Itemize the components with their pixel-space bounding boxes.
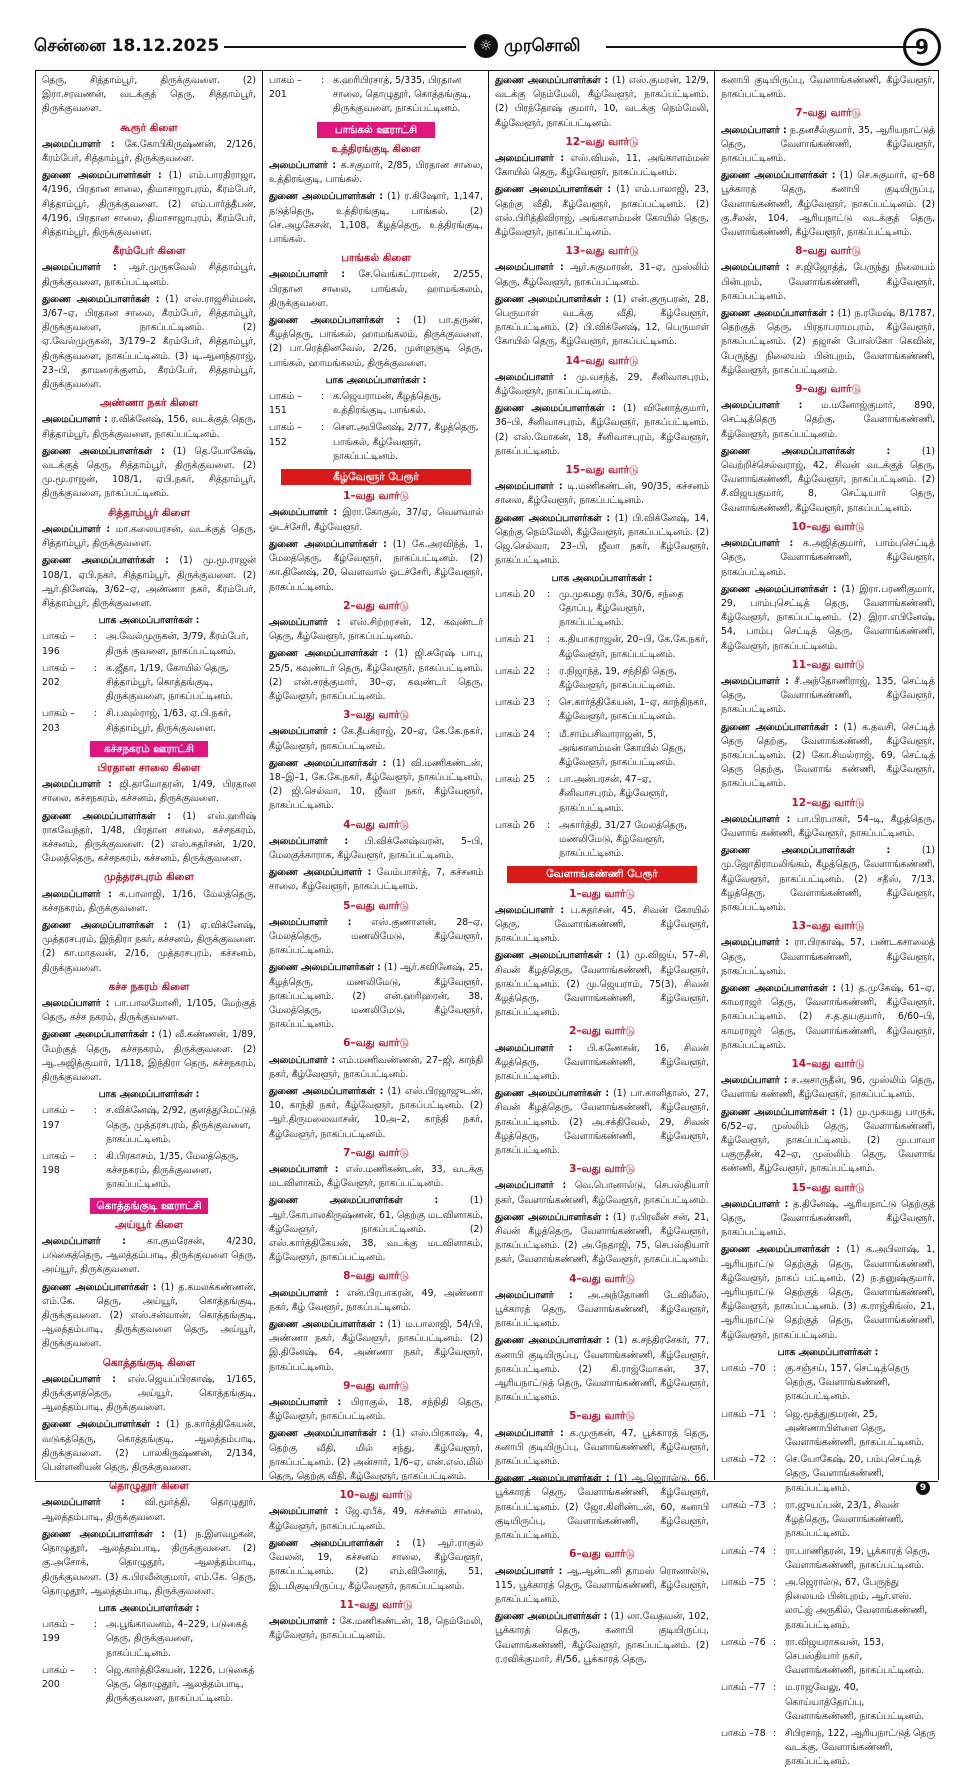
- booth-entry: [495, 728, 709, 771]
- section-heading: சித்தாம்பூர் கிளை: [108, 506, 190, 519]
- booth-organizer: ரா.ஜுயப்பன், 23/1, சிவன் கீழத்தெரு, வேளாங்கண்ணி, நாகப்பட்டினம்.: [785, 1499, 904, 1540]
- booth-entry: [721, 1576, 935, 1633]
- organizer-paragraph: துணை அமைப்பாளர்கள் : (1) மு.ஜோதிராமலிங்கம், கீழத்தெரு, வேளாங்கண்ணி, கீழ்வேளூர், நாகப்பட்டினம். (2) சதீஸ், 7/13, கீழத்தெரு, வேளாங்கண்ணி, கீழ்வேளூர், நாகப்பட்டினம்.: [721, 845, 935, 913]
- section-heading: பிரதான சாலை கிளை: [97, 761, 201, 774]
- separator: :: [94, 708, 98, 720]
- organizer-paragraph: அமைப்பாளர் : ஜி.தாமோதரன், 1/49, பிரதான சாலை, கச்சநகரம், கச்சனம், திருக்குவளை.: [42, 779, 257, 805]
- organizer-paragraph: அமைப்பாளர் : எஸ்.ஜெயப்பிரகாஷ், 1/165, திருக்குளத்தெரு, அய்யூர், கொத்தங்குடி, ஆலத்தம்பாடி, திருக்குவளை.: [42, 1373, 256, 1414]
- organizer-paragraph: அமைப்பாளர் : ச.ஜிஜோத்த், பேருந்து நிலையம் பின்புறம், வேளாங்கண்ணி, கீழ்வேளூர், நாகப்பட்டினம்.: [721, 262, 935, 302]
- section-heading: அண்ணா நகர் கிளை: [99, 397, 199, 410]
- organizer-paragraph: துணை அமைப்பாளர்கள் : (1) ஏ.விக்னேஷ், முத்தரசபுரம், இந்திரா நகர், கச்சனம், திருக்குவளை. (2) கா.மாதவன், 2/16, முத்தரசபுரம், கச்சனம், திருக்குவளை.: [42, 919, 256, 974]
- booth-number: பாகம் – 198: [42, 1151, 75, 1177]
- organizer-paragraph: அமைப்பாளர் : எம்.மணிவண்ணன், 27–ஜி, காந்தி நகர், கீழ்வேளூர், நாகப்பட்டினம்.: [269, 1054, 483, 1080]
- article-column-3: [495, 74, 710, 1665]
- organizer-paragraph: அமைப்பாளர் : சீ.அந்தோணிராஜ், 135, செட்டித் தெரு, வேளாங்கண்ணி, கீழ்வேளூர், நாகப்பட்டினம்.: [721, 675, 935, 716]
- booth-number: பாகம் – 196: [42, 631, 75, 657]
- section-heading: கொத்தங்குடி கிளை: [102, 1356, 196, 1369]
- organizer-paragraph: துணை அமைப்பாளர்கள் : (1) எஸ்.குமரன், 12/9, வடக்கு நெம்மேலி, கீழ்வேளூர், நாகப்பட்டினம். (2) பிரந்தோஷ் குமார், 10, வடக்கு நெம்மேலி, கீழ்வேளூர், நாகப்பட்டினம்.: [495, 75, 709, 129]
- booth-organizer: சி.பவுல்ராஜ், 1/63, ஏ.பி.நகர், சித்தாம்பூர், திருக்குவளை.: [106, 708, 232, 734]
- booth-entry: [721, 1681, 935, 1724]
- organizer-paragraph: அமைப்பாளர் : ஜே.ஏபீக், 49, கச்சனம் சாலை, கீழ்வேளூர், நாகப்பட்டினம்.: [269, 1506, 483, 1532]
- organizer-paragraph: அமைப்பாளர் : பா.பிரபாகர், 54–டி, கீழத்தெரு, வேளாங் கண்ணி, கீழ்வேளூர், நாகப்பட்டினம்.: [721, 813, 935, 839]
- booth-organizer: க.ஜெயராமன், கீழத்தெரு, உத்திரங்குடி, பாங்கல்.: [333, 391, 442, 417]
- separator: :: [773, 1408, 777, 1420]
- organizer-paragraph: அமைப்பாளர் : க.அஜித்குமார், பாம்புசெட்டித் தெரு, வேளாங்கண்ணி, கீழ்வேளூர், நாகப்பட்டினம்.: [721, 538, 935, 578]
- organizer-paragraph: அமைப்பாளர் : பி.விக்னேஷ்வரன், 5–பி, மேலகுக்காராக, கீழ்வேளூர், நாகப்பட்டினம்.: [269, 835, 483, 861]
- booth-entry: [42, 630, 256, 658]
- subheading: பாக அமைப்பாளர்கள் :: [98, 1602, 200, 1614]
- column-rule: [262, 70, 263, 1480]
- organizer-paragraph: துணை அமைப்பாளர்கள் : (1) மு.முகமது பாருக், 6/52–ஏ, முஸ்லிம் தெரு, வேளாங்கண்ணி, கீழ்வேளூர், நாகப்பட்டினம். (2) மு.பாவா பகுருதீன், 42–ஏ, முஸ்லிம் தெரு, வேளாங் கண்ணி, கீழ்வேளூர், நாகப்பட்டினம்.: [721, 1106, 935, 1175]
- booth-organizer: அ.ஜெரால்டு, 67, பேருந்து நிலையம் பின்புறம், ஆர்.எஸ். லாட்ஜ் அருகில், வேளாங்கண்ணி, நாகப்பட்டினம்.: [785, 1576, 928, 1631]
- booth-entry: [721, 1636, 935, 1679]
- booth-entry: [269, 390, 483, 418]
- organizer-paragraph: அமைப்பாளர் : பா.பாலமோனி, 1/105, மேற்குத் தெரு, கச்ச நகரம், திருக்குவளை.: [42, 997, 256, 1024]
- booth-entry: [42, 1104, 256, 1147]
- section-heading: 14–வது வார்டு: [565, 354, 639, 367]
- organizer-paragraph: துணை அமைப்பாளர்கள் : (1) ஆ.ஜெரால்டு, 66, பூக்காரத் தெரு, வேளாங்கண்ணி, கீழ்வேளூர், நாகப்பட்டினம். (2) ஜோ.கிளிண்டன், 60, கனாபி குடியிருப்பு, வேளாங்கண்ணி, கீழ்வேளூர், நாகப்பட்டினம்.: [495, 1473, 709, 1542]
- section-heading: 2–வது வார்டு: [343, 599, 409, 612]
- organizer-paragraph: அமைப்பாளர் : அ.அந்தோணி டேவிலீஸ், பூக்காரத் தெரு, வேளாங்கண்ணி, கீழ்வேளூர், நாகப்பட்டினம்.: [495, 1289, 709, 1330]
- organizer-paragraph: அமைப்பாளர் : வி.மூர்த்தி, தொழுதூர், ஆலத்தம்பாடி, திருக்குவளை.: [42, 1497, 256, 1523]
- booth-entry: [42, 1150, 256, 1193]
- booth-entry: [269, 74, 483, 117]
- organizer-paragraph: அமைப்பாளர் : பிராகுல், 18, சந்நிதி தெரு, கீழ்வேளூர், நாகப்பட்டினம்.: [269, 1397, 483, 1423]
- subheading: பாக அமைப்பாளர்கள் :: [325, 374, 427, 386]
- organizer-paragraph: துணை அமைப்பாளர்கள் : (1) ந.இளவழகன், தொழுதூர், ஆலத்தம்பாடி, திருக்குவளை. (2) கு.அசோக், தொழுதூர், ஆலத்தம்பாடி, திருக்குவளை. (3) க.பிரவீன்குமார், எம்.கே. தெரு, தொழுதூர், ஆலத்தம்பாடி, திருக்குவளை.: [42, 1528, 256, 1597]
- booth-number: பாகம் –75: [721, 1576, 766, 1588]
- section-heading: 7–வது வார்டு: [795, 107, 861, 120]
- section-heading: 9–வது வார்டு: [795, 383, 861, 396]
- organizer-paragraph: அமைப்பாளர் : ப.சுதர்சன், 45, சிவன் கோயில் தெரு, வேளாங்கண்ணி, கீழ்வேளூர், நாகப்பட்டினம்.: [495, 904, 709, 945]
- booth-organizer: ரா.விஜயராகவன், 153, செபஸ்தியார் நகர், வேளாங்கண்ணி, நாகப்பட்டினம்.: [785, 1636, 925, 1677]
- booth-number: பாகம் – 201: [269, 75, 302, 101]
- booth-entry: [42, 707, 256, 735]
- booth-number: பாகம் –74: [721, 1545, 766, 1557]
- booth-number: பாகம் –76: [721, 1636, 766, 1648]
- section-heading: 13–வது வார்டு: [565, 245, 639, 258]
- edition-date: சென்னை 18.12.2025: [34, 36, 220, 56]
- organizer-paragraph: துணை அமைப்பாளர்கள் : (1) வினோத்குமார், 36–பி, சீனிவாசபுரம், கீழ்வேளூர், நாகப்பட்டினம். (2) எஸ்.மோகன், 18, சீனிவாசபுரம், கீழ்வேளூர், நாகப்பட்டினம்.: [495, 403, 709, 457]
- separator: :: [773, 1454, 777, 1466]
- booth-organizer: ரா.பாணிதரன், 19, பூக்காரத் தெரு, வேளாங்கண்ணி, நாகப்பட்டினம்.: [785, 1545, 931, 1571]
- section-heading: முத்தரசபுரம் கிளை: [104, 871, 194, 884]
- article-column-2: [269, 74, 483, 1642]
- column-rule: [488, 70, 489, 1480]
- booth-entry: [721, 1453, 935, 1496]
- organizer-paragraph: துணை அமைப்பாளர்கள் : (1) எம்.பாலாஜி, 23, தெற்கு வீதி, கீழ்வேளூர், நாகப்பட்டினம். (2) எஸ்.பிரித்திவிராஜ், அங்காளம்மன் கோயில் தெரு, கீழ்வேளூர், நாகப்பட்டினம்.: [495, 184, 709, 239]
- footer-page-number: 9: [916, 1481, 930, 1495]
- booth-organizer: செ.யோகேஷ், 20, பம்புசெட்டித் தெரு, வேளாங்கண்ணி, நாகப்பட்டினம்.: [785, 1454, 921, 1494]
- organizer-paragraph: துணை அமைப்பாளர்கள் : (1) ஆர்.கவினேஷ், 25, கீழத்தெரு, மணலிமேடு, கீழ்வேளூர், நாகப்பட்டினம். (2) என்.ஹரிஹரன், 38, மேலத்தெரு, மணலிமேடு, கீழ்வேளூர், நாகப்பட்டினம்.: [269, 962, 483, 1031]
- separator: :: [547, 697, 551, 709]
- organizer-paragraph: அமைப்பாளர் : கே.கோபிகிருஷ்ணன், 2/126, கீரம்பேர், சித்தாம்பூர், திருக்குவளை.: [42, 138, 256, 165]
- masthead-rule-left: [224, 46, 466, 48]
- section-heading: 3–வது வார்டு: [569, 1163, 635, 1176]
- separator: :: [321, 75, 325, 86]
- booth-number: பாகம் –71: [721, 1408, 766, 1420]
- organizer-paragraph: துணை அமைப்பாளர்கள் : (1) கே.அரவிந்த், 1, மேலத்தெரு, கீழ்வேளூர், நாகப்பட்டினம். (2) கா.தினேஷ், 20, வௌவால் ஓடச்சேரி, கீழ்வேளூர், நாகப்பட்டினம்.: [269, 538, 483, 593]
- organizer-paragraph: அமைப்பாளர் : ஆ.ஆன்டனி தாமஸ் ரொனால்டு, 115, பூக்காரத் தெரு, வேளாங்கண்ணி, கீழ்வேளூர், நாகப்பட்டினம்.: [495, 1565, 709, 1605]
- booth-organizer: ஜெ.கார்த்திகேயன், 1226, படுகைத் தெரு, தொழுதூர், ஆலத்தம்பாடி, திருக்குவளை, நாகப்பட்டினம்.: [106, 1664, 255, 1705]
- organizer-paragraph: அமைப்பாளர் : பி.கணேசன், 16, சிவன் கீழத்தெரு, வேளாங்கண்ணி, கீழ்வேளூர், நாகப்பட்டினம்.: [495, 1042, 709, 1082]
- organizer-paragraph: துணை அமைப்பாளர்கள் : (1) ஜி.சுரேஷ் பாபு, 25/5, கவுண்டர் தெரு, கீழ்வேளூர், நாகப்பட்டினம். (2) என்.சரத்குமார், 30–ஏ, கவுண்டர் தெரு, கீழ்வேளூர், நாகப்பட்டினம்.: [269, 648, 483, 702]
- booth-number: பாகம் – 151: [269, 391, 302, 417]
- booth-number: பாகம் – 199: [42, 1619, 75, 1645]
- organizer-paragraph: துணை அமைப்பாளர்கள் : (1) வீ.கண்ணன், 1/89, மேற்குத் தெரு, கச்சநகரம், திருக்குவளை. (2) ஆ.அஜித்குமார், 1/118, இந்திரா தெரு, கச்சநகரம், திருக்குவளை.: [42, 1029, 256, 1083]
- booth-number: பாகம் – 197: [42, 1105, 75, 1131]
- separator: :: [94, 662, 98, 674]
- organizer-paragraph: துணை அமைப்பாளர்கள் : (1) ஆர்.ராகுல் வேலன், 19, கச்சனம் சாலை, கீழ்வேளூர், நாகப்பட்டினம். (2) எம்.வினோத், 51, இடமிகுடியிருப்பு, கீழ்வேளூர், நாகப்பட்டினம்.: [269, 1537, 483, 1592]
- organizer-paragraph: அமைப்பாளர் : க.பாலாஜி, 1/16, மேலத்தெரு, கச்சநகரம், திருக்குவளை.: [42, 888, 256, 914]
- subheading: பாக அமைப்பாளர்கள் :: [551, 572, 653, 584]
- section-heading: பாங்கல் கிளை: [341, 252, 411, 265]
- booth-organizer: ம.ராஜவேலு, 40, கொய்யாத்தோப்பு, வேளாங்கண்ணி, நாகப்பட்டினம்.: [785, 1682, 925, 1722]
- separator: :: [547, 665, 551, 677]
- booth-entry: [721, 1362, 935, 1405]
- separator: :: [321, 391, 325, 403]
- separator: :: [94, 1619, 98, 1631]
- masthead: [34, 30, 939, 64]
- booth-number: பாகம் 20: [495, 588, 535, 600]
- booth-organizer: பா.அன்பரசன், 47–ஏ, சீனிவாசபுரம், கீழ்வேளூர், நாகப்பட்டினம்.: [559, 774, 668, 814]
- section-heading: 10–வது வார்டு: [791, 520, 865, 533]
- booth-entry: [42, 662, 256, 705]
- separator: :: [94, 1664, 98, 1676]
- separator: :: [94, 1151, 98, 1163]
- organizer-paragraph: அமைப்பாளர் : க.முருகன், 47, பூக்காரத் தெரு, கனாபி குடியிருப்பு, வேளாங்கண்ணி, கீழ்வேளூர், நாகப்பட்டினம்.: [495, 1427, 709, 1468]
- organizer-paragraph: அமைப்பாளர் : கா.குமரேசன், 4/230, படுகைத்தெரு, ஆலத்தம்பாடி, திருக்குவளை தெரு, அய்யூர், திருக்குவளை.: [42, 1236, 256, 1276]
- section-heading: 11–வது வார்டு: [339, 1598, 413, 1611]
- organizer-paragraph: கனாபி குடியிருப்பு, வேளாங்கண்ணி, கீழ்வேளூர், நாகப்பட்டினம்.: [721, 75, 935, 101]
- section-heading: 11–வது வார்டு: [791, 658, 865, 671]
- organizer-paragraph: அமைப்பாளர் : கே.மணிகண்டன், 18, நெம்மேலி, கீழ்வேளூர், நாகப்பட்டினம்.: [269, 1615, 483, 1642]
- booth-organizer: அ.பூங்காவனம், 4–229, படுகைத் தெரு, திருக்குவளை, நாகப்பட்டினம்.: [106, 1619, 248, 1659]
- organizer-paragraph: துணை அமைப்பாளர்கள் : (1) பா.காளிதாஸ், 27, சிவன் கீழத்தெரு, வேளாங்கண்ணி, கீழ்வேளூர், நாகப்பட்டினம். (2) அ.சக்திவேல், 29, சிவன் கீழத்தெரு, வேளாங்கண்ணி, கீழ்வேளூர், நாகப்பட்டினம்.: [495, 1088, 709, 1157]
- separator: :: [547, 634, 551, 646]
- booth-entry: [721, 1545, 935, 1573]
- organizer-paragraph: துணை அமைப்பாளர்கள் : (1) எஸ்.ஹரிஷ் ராகவேந்தர், 1/48, பிரதான சாலை, கச்சநகரம், கச்சனம், திருக்குவளை. (2) எஸ்.சுதர்சன், 1/20, மேலத்தெரு, கச்சநகரம், கச்சனம், திருக்குவளை.: [42, 810, 256, 865]
- booth-organizer: மீ.சாம்பசிவாராஜன், 5, அங்காளம்மன் கோயில் தெரு, கீழ்வேளூர், நாகப்பட்டினம்.: [559, 728, 687, 768]
- section-heading: தொழுதூர் கிளை: [109, 1480, 189, 1493]
- organizer-paragraph: அமைப்பாளர் : சே.வெங்கட்ராமன், 2/255, பிரதான சாலை, பாங்கல், ஹாமங்கலம், திருக்குவளை.: [269, 269, 483, 309]
- booth-organizer: க.ஜீதா, 1/19, கோயில் தெரு, சித்தாம்பூர், கொத்தங்குடி, திருக்குவளை, நாகப்பட்டினம்.: [106, 662, 234, 703]
- organizer-paragraph: அமைப்பாளர் : எஸ்.விமல், 11, அங்காளம்மன் கோயில் தெரு, கீழ்வேளூர், நாகப்பட்டினம்.: [495, 153, 709, 179]
- section-heading: உத்திரங்குடி கிளை: [331, 142, 421, 155]
- booth-entry: [495, 665, 709, 693]
- organizer-paragraph: துணை அமைப்பாளர்கள் : (1) என்.குருபரன், 28, பெருமாள் வடக்கு வீதி, கீழ்வேளூர், நாகப்பட்டினம். (2) பி.விக்னேஷ், 12, பெருமாள் கோயில் தெரு, கீழ்வேளூர், நாகப்பட்டினம்.: [495, 293, 709, 348]
- organizer-paragraph: துணை அமைப்பாளர்கள் : (1) மு.மூ.ராஜன் 108/1, ஏபி.நகர், சித்தாம்பூர், திருக்குவளை. (2) ஆர்.தினேஷ், 3/62–ஏ, அண்ணா நகர், கீரம்பேர், சித்தாம்பூர், திருக்குவளை.: [42, 555, 256, 609]
- organizer-paragraph: அமைப்பாளர் : ம.மனோஜ்குமார், 890, செட்டித்தெரு தெற்கு, வேளாங்கண்ணி, கீழ்வேளூர், நாகப்பட்டினம்.: [721, 400, 935, 440]
- booth-number: பாகம் 22: [495, 665, 535, 677]
- booth-organizer: சௌ.அபினேஷ், 2/77, கீழத்தெரு, பாங்கல், கீழ்வேளூர், நாகப்பட்டினம்.: [333, 422, 479, 462]
- section-heading: 4–வது வார்டு: [569, 1272, 635, 1285]
- organizer-paragraph: துணை அமைப்பாளர்கள் : (1) எஸ்.பிரஜாஜுடன், 10, காந்தி நகர், கீழ்வேளூர், நாகப்பட்டினம். (2) ஆர்.திருமலைவாசன், 10அ–2, காந்தி நகர், கீழ்வேளூர், நாகப்பட்டினம்.: [269, 1086, 483, 1140]
- separator: :: [773, 1545, 777, 1557]
- organizer-paragraph: துணை அமைப்பாளர்கள் : (1) இரா.பரணிகுமார், 29, பாம்புசெட்டித் தெரு, வேளாங்கண்ணி, கீழ்வேளூர், நாகப்பட்டினம். (2) இரா.எபினேஷ், 54, பாம்பு செட்டித் தெரு, வேளாங்கண்ணி, கீழ்வேளூர், நாகப்பட்டினம்.: [721, 583, 935, 652]
- booth-entry: [721, 1727, 935, 1770]
- separator: :: [773, 1576, 777, 1588]
- organizer-paragraph: துணை அமைப்பாளர்கள் : (1) ஆர்.கோபாலகிருஷ்ணன், 61, தெற்கு மடவிளாகம், கீழ்வேளூர், நாகப்பட்டினம். (2) எஸ்.கார்த்திகேயன், 38, வடக்கு மடவிளாகம், கீழ்வேளூர், நாகப்பட்டினம்.: [269, 1195, 483, 1264]
- organizer-paragraph: துணை அமைப்பாளர்கள் : (1) ம.பாலாஜி, 54/பி, அண்ணா நகர், கீழ்வேளூர், நாகப்பட்டினம். (2) இ.தினேஷ், 64, அண்ணா நகர், கீழ்வேளூர், நாகப்பட்டினம்.: [269, 1319, 483, 1373]
- organizer-paragraph: அமைப்பாளர் : டி.மணிகண்டன், 90/35, கச்சனம் சாலை, கீழ்வேளூர், நாகப்பட்டினம்.: [495, 481, 709, 507]
- organizer-paragraph: தெரு, சித்தாம்பூர், திருக்குவளை. (2) இரா.சரவணன், வடக்குத் தெரு, சித்தாம்பூர், திருக்குவளை.: [42, 75, 256, 115]
- separator: :: [321, 422, 325, 434]
- section-heading: 1–வது வார்டு: [343, 490, 409, 503]
- booth-number: பாகம் – 202: [42, 662, 75, 688]
- booth-number: பாகம் – 200: [42, 1664, 75, 1690]
- booth-number: பாகம் –77: [721, 1682, 766, 1694]
- booth-organizer: கு.சஞ்சய், 157, செட்டித்தெரு தெற்கு, வேளாங்கண்ணி, நாகப்பட்டினம்.: [785, 1363, 910, 1403]
- booth-entry: [721, 1499, 935, 1542]
- section-heading: 4–வது வார்டு: [343, 818, 409, 831]
- section-heading: கீரம்பேர் கிளை: [112, 245, 186, 258]
- section-heading: 12–வது வார்டு: [791, 796, 865, 809]
- masthead-rule-right: [606, 46, 926, 48]
- section-heading: 8–வது வார்டு: [795, 245, 861, 258]
- subheading: பாக அமைப்பாளர்கள் :: [98, 615, 200, 627]
- booth-number: பாகம் – 203: [42, 708, 75, 734]
- booth-number: பாகம் –70: [721, 1363, 766, 1375]
- organizer-paragraph: துணை அமைப்பாளர்கள் : (1) செ.சுகுமார், ஏ–68 பூக்காரத் தெரு, கனாபி குடியிருப்பு, வேளாங்கண்ணி, கீழ்வேளூர், நாகப்பட்டினம். (2) கு.சீலன், 104, ஆரியநாட்டு வடக்குத் தெரு, வேளாங்கண்ணி, கீழ்வேளூர், நாகப்பட்டினம்.: [721, 170, 935, 239]
- section-heading: 15–வது வார்டு: [565, 464, 639, 477]
- article-column-4: [721, 74, 936, 1768]
- organizer-paragraph: அமைப்பாளர் : மா.கலையரசன், வடக்குத் தெரு, சித்தாம்பூர், திருக்குவளை.: [42, 523, 256, 550]
- section-heading: 3–வது வார்டு: [343, 709, 409, 722]
- newspaper-logo-icon: ☼: [474, 34, 498, 58]
- separator: :: [773, 1727, 777, 1739]
- booth-organizer: ஜெ.மூத்துகுமரன், 25, அண்ணாபிள்ளை தெரு, வேளாங்கண்ணி, நாகப்பட்டினம்.: [785, 1408, 925, 1449]
- organizer-paragraph: அமைப்பாளர் : த.தினேஷ், ஆரியநாட்டு தெற்குத் தெரு, வேளாங்கண்ணி, கீழ்வேளூர், நாகப்பட்டினம்.: [721, 1198, 935, 1239]
- organizer-paragraph: துணை அமைப்பாளர்கள் : (1) க.சந்திரசேகர், 77, கனாபி குடியிருப்பு, வேளாங்கண்ணி, கீழ்வேளூர், நாகப்பட்டினம். (2) கி.ராஜ்மோகன், 37, ஆரியநாட்டுத் தெரு, வேளாங்கண்ணி, கீழ்வேளூர், நாகப்பட்டினம்.: [495, 1335, 709, 1404]
- section-heading: 6–வது வார்டு: [569, 1548, 635, 1561]
- separator: :: [94, 631, 98, 643]
- section-heading: அய்யூர் கிளை: [114, 1218, 184, 1231]
- organizer-paragraph: துணை அமைப்பாளர்கள் : (1) வெற்றிச்செல்வராஜ், 42, சிவன் வடக்குத் தெரு, வேளாங்கண்ணி, கீழ்வேளூர், நாகப்பட்டினம். (2) சீ.விஜயகுமார், 8, செட்டியார் தெரு, வேளாங்கண்ணி, கீழ்வேளூர், நாகப்பட்டினம்.: [721, 445, 935, 514]
- column-rule: [35, 70, 36, 1480]
- organizer-paragraph: அமைப்பாளர் : க.சகுமார், 2/85, பிரதான சாலை, உத்திரங்குடி, பாங்கல்.: [269, 160, 483, 186]
- separator: :: [547, 774, 551, 786]
- organizer-paragraph: துணை அமைப்பாளர்கள் : (1) வி.மணிகண்டன், 18–இ–1, கே.கே.நகர், கீழ்வேளூர், நாகப்பட்டினம். (2) ஜி.செல்வா, 10, ஜீவா நகர், கீழ்வேளூர், நாகப்பட்டினம்.: [269, 757, 483, 812]
- organizer-paragraph: துணை அமைப்பாளர்கள் : (1) ந.ரமேஷ், 8/1787, தெற்குத் தெரு, பிரதாபராமபுரம், கீழ்வேளூர், நாகப்பட்டினம். (2) தஜான் போஸ்கோ கெவின், பேருந்து நிலையம் பின்புறம், வேளாங்கண்ணி, கீழ்வேளூர், நாகப்பட்டினம்.: [721, 308, 935, 376]
- separator: :: [547, 588, 551, 600]
- section-heading: 5–வது வார்டு: [343, 899, 409, 912]
- newspaper-name: முரசொலி: [504, 36, 581, 56]
- section-heading: 12–வது வார்டு: [565, 135, 639, 148]
- organizer-paragraph: துணை அமைப்பாளர்கள் : (1) லா.வேதவன், 102, பூக்காரத் தெரு, கனாபி குடியிருப்பு, வேளாங்கண்ணி, கீழ்வேளூர், நாகப்பட்டினம். (2) ர.ரவிக்குமார், சி/56, பூக்காரத் தெரு,: [495, 1611, 709, 1665]
- organizer-paragraph: அமைப்பாளர் : ச.அசாருதீன், 96, முஸ்லிம் தெரு, வேளாங் கண்ணி, கீழ்வேளூர், நாகப்பட்டினம்.: [721, 1075, 936, 1101]
- region-banner: கீழ்வேளூர் பேரூர்: [281, 469, 471, 485]
- booth-entry: [495, 633, 709, 661]
- separator: :: [547, 728, 551, 740]
- organizer-paragraph: துணை அமைப்பாளர்கள் : (1) ர.பிரவீன் சன், 21, சிவன் கீழத்தெரு, வேளாங்கண்ணி, கீழ்வேளூர், நாகப்பட்டினம். (2) அ.நேதாஜி, 75, செபஸ்தியார் நகர், வேளாங்கண்ணி, கீழ்வேளூர், நாகப்பட்டினம்.: [495, 1211, 709, 1266]
- region-banner: கொத்தங்குடி ஊராட்சி: [90, 1198, 208, 1214]
- booth-entry: [495, 819, 709, 862]
- booth-number: பாகம் – 152: [269, 422, 302, 448]
- section-heading: 9–வது வார்டு: [343, 1379, 409, 1392]
- organizer-paragraph: துணை அமைப்பாளர்கள் : (1) க.தவசி, செட்டித் தெரு தெற்கு, வேளாங்கண்ணி, கீழ்வேளூர், நாகப்பட்டினம். (2) கோ.சிமல்ராஜ், 69, செட்டித் தெரு தெற்கு, வேளாங் கண்ணி, கீழ்வேளூர், நாகப்பட்டினம்.: [721, 721, 935, 790]
- booth-number: பாகம் –72: [721, 1454, 766, 1466]
- booth-entry: [495, 696, 709, 724]
- section-heading: கூரூர் கிளை: [120, 121, 178, 134]
- subheading: பாக அமைப்பாளர்கள் :: [777, 1346, 879, 1358]
- region-banner: வேளாங்கண்ணி பேரூர்: [507, 866, 697, 882]
- booth-organizer: க.ஹரிபிரசாத், 5/335, பிரதான சாலை, தொழுதூர், கொத்தங்குடி, திருக்குவளை, நாகப்பட்டினம்.: [333, 75, 471, 115]
- region-banner: பாங்கல் ஊராட்சி: [317, 122, 435, 138]
- subheading: பாக அமைப்பாளர்கள் :: [98, 1089, 200, 1101]
- booth-number: பாகம் 24: [495, 728, 535, 740]
- organizer-paragraph: துணை அமைப்பாளர்கள் : (1) த.கமலக்கண்ணன், எம்.கே. தெரு, அய்யூர், கொத்தங்குடி, திருக்குவளை. (2) எஸ்.சன்வான், கொத்தங்குடி, ஆலத்தம்பாடி, திருக்குவளை தெரு, அய்யூர், திருக்குவளை.: [42, 1281, 256, 1350]
- column-rule: [714, 70, 715, 1480]
- section-heading: 1–வது வார்டு: [569, 887, 635, 900]
- organizer-paragraph: அமைப்பாளர் : வெ.பொனால்டு, செபஸ்தியார் நகர், வேளாங்கண்ணி, கீழ்வேளூர், நாகப்பட்டினம்.: [495, 1180, 709, 1206]
- article-column-1: [42, 74, 257, 1705]
- organizer-paragraph: அமைப்பாளர் : ரா.பிரகாஷ், 57, பண்டகசாலைத் தெரு, வேளாங்கண்ணி, கீழ்வேளூர், நாகப்பட்டினம்.: [721, 937, 935, 977]
- booth-organizer: செ.கார்த்திகேயன், 1–ஏ, காந்திநகர், கீழ்வேளூர், நாகப்பட்டினம்.: [559, 697, 707, 723]
- booth-organizer: ச.விக்னேஷ், 2/92, குளத்துமேட்டுத் தெரு, முத்தரசபுரம், திருக்குவளை, நாகப்பட்டினம்.: [106, 1105, 256, 1145]
- organizer-paragraph: துணை அமைப்பாளர்கள் : (1) எஸ்.பிரகாஷ், 4, தெற்கு வீதி, மில் சந்து, கீழ்வேளூர், நாகப்பட்டினம். (2) அன்சார், 1/6–ஏ, என்.எஸ்.மில் தெரு, தெற்கு வீதி, கீழ்வேளூர், நாகப்பட்டினம்.: [269, 1428, 483, 1483]
- booth-entry: [495, 773, 709, 816]
- organizer-paragraph: துணை அமைப்பாளர்கள் : (1) க.அபிலாஷ், 1, ஆரியநாட்டு தெற்குத் தெரு, வேளாங்கண்ணி, கீழ்வேளூர், நாகப் பட்டினம். (2) ந.தனுஷ்குமார், ஆரியநாட்டு தெற்குத் தெரு, வேளாங்கண்ணி, கீழ்வேளூர், நாகப்பட்டினம். (3) க.ராஜ்கிங்ஸ், 21, ஆரியநாட்டு தெற்குத் தெரு, வேளாங்கண்ணி, கீழ்வேளூர், நாகப்பட்டினம்.: [721, 1244, 935, 1341]
- separator: :: [773, 1363, 777, 1375]
- section-heading: 14–வது வார்டு: [791, 1058, 865, 1070]
- organizer-paragraph: அமைப்பாளர் : ந.தனசீல்குமார், 35, ஆரியநாட்டுத் தெரு, வேளாங்கண்ணி, கீழ்வேளூர், நாகப்பட்டினம்.: [721, 124, 935, 165]
- organizer-paragraph: துணை அமைப்பாளர்கள் : (1) தெ.யோகேஷ், வடக்குத் தெரு, சித்தாம்பூர், திருக்குவளை. (2) மு.மூ.ராஜன், 108/1, ஏபி.நகர், சித்தாம்பூர், திருக்குவளை, நாகப்பட்டினம்.: [42, 445, 256, 500]
- organizer-paragraph: துணை அமைப்பாளர்கள் : (1) எம்.பாரதிராஜா, 4/196, பிரதான சாலை, திமாசாஜாபுரம், கீரம்பேர், சித்தாம்பூர், திருக்குவளை. (2) எம்.பார்த்தீபன், 4/196, பிரதான சாலை, திமாசாஜாபுரம், கீரம்பேர், சித்தாம்பூர், திருக்குவளை.: [42, 170, 256, 239]
- organizer-paragraph: அமைப்பாளர் : கே.தீபக்ராஜ், 20–ஏ, கே.கே.நகர், கீழ்வேளூர், நாகப்பட்டினம்.: [269, 726, 483, 752]
- organizer-paragraph: துணை அமைப்பாளர்கள் : (1) மு.விஜய், 57–சி, சிவன் கீழத்தெரு, வேளாங்கண்ணி, கீழ்வேளூர், நாகப்பட்டினம். (2) மு.ஜெயராம், 75(3), சிவன் கீழத்தெரு, வேளாங்கண்ணி, கீழ்வேளூர், நாகப்பட்டினம்.: [495, 950, 709, 1019]
- booth-entry: [721, 1408, 935, 1451]
- organizer-paragraph: அமைப்பாளர் : எஸ்.சிற்றரசன், 12, கவுண்டர் தெரு, கீழ்வேளூர், நாகப்பட்டினம்.: [269, 616, 483, 643]
- booth-entry: [42, 1618, 256, 1661]
- booth-organizer: ர.நிஜாந்த், 19, சந்நிதி தெரு, கீழ்வேளூர், நாகப்பட்டினம்.: [559, 665, 677, 691]
- section-heading: 7–வது வார்டு: [343, 1146, 409, 1159]
- booth-organizer: மு.முகமது ரபீக், 30/6, சந்தை தோப்பு, கீழ்வேளூர், நாகப்பட்டினம்.: [559, 588, 684, 629]
- booth-entry: [495, 588, 709, 631]
- booth-organizer: அகார்த்தி, 31/27 மேலத்தெரு, மணலிமேடு, கீழ்வேளூர், நாகப்பட்டினம்.: [559, 819, 688, 860]
- section-heading: 15–வது வார்டு: [791, 1181, 865, 1194]
- separator: :: [773, 1636, 777, 1648]
- separator: :: [547, 819, 551, 831]
- organizer-paragraph: அமைப்பாளர் : என்.பிரபாகரன், 49, அண்ணா நகர், கீழ் வேளூர், நாகப்பட்டினம்.: [269, 1287, 483, 1313]
- organizer-paragraph: அமைப்பாளர் : எஸ்.மணிகண்டன், 33, வடக்கு மடவிளாகம், கீழ்வேளூர், நாகப்பட்டினம்.: [269, 1164, 483, 1190]
- organizer-paragraph: துணை அமைப்பாளர்கள் : (1) த.முகேஷ், 61–ஏ, காமராஜர் தெரு, வேளாங்கண்ணி, கீழ்வேளூர், நாகப்பட்டினம். (2) ச.த.தயகுமார், 6/60–பி, காமராஜர் தெரு, வேளாங்கண்ணி, கீழ்வேளூர், நாகப்பட்டினம்.: [721, 982, 935, 1051]
- organizer-paragraph: அமைப்பாளர் : ஆர்.சுகுமாரன், 31–ஏ, முஸ்லிம் தெரு, கீழ்வேளூர், நாகப்பட்டினம்.: [495, 262, 710, 288]
- booth-number: பாகம் 23: [495, 697, 535, 709]
- section-heading: 6–வது வார்டு: [343, 1037, 409, 1050]
- booth-number: பாகம் 25: [495, 774, 535, 786]
- organizer-paragraph: துணை அமைப்பாளர்கள் : (1) எஸ்.ராஜசிம்மன், 3/67–ஏ, பிரதான சாலை, கீரம்பேர், சித்தாம்பூர், திருக்குவளை, நாகப்பட்டினம். (2) ஏ.வேல்முருகன், 3/179–2 கீரம்பேர், சித்தாம்பூர், திருக்குவளை, நாகப்பட்டினம். (3) டி.ஆனந்தராஜ், 23–பி, தாமரைக்குளம், கீரம்பேர், சித்தாம்பூர், திருக்குவளை.: [42, 293, 256, 391]
- section-heading: 5–வது வார்டு: [569, 1410, 635, 1423]
- section-heading: 13–வது வார்டு: [791, 920, 865, 933]
- organizer-paragraph: அமைப்பாளர் : மு.வசந்த், 29, சீனிவாசபுரம், கீழ்வேளூர், நாகப்பட்டினம்.: [495, 371, 709, 398]
- page-number-badge: 9: [903, 28, 941, 66]
- organizer-paragraph: துணை அமைப்பாளர்கள் : (1) ந.கார்த்திகேயன், வடுகத்தெரு, கொத்தங்குடி, ஆலத்தம்பாடி, திருக்குவளை. (2) பாலகிருஷ்ணன், 2/134, பெள்ளனியன் தெரு, திருக்குவளை.: [42, 1419, 256, 1474]
- organizer-paragraph: அமைப்பாளர் : ர.விக்னேஷ், 156, வடக்குத் தெரு, சித்தாம்பூர், திருக்குவளை, நாகப்பட்டினம்.: [42, 414, 256, 440]
- organizer-paragraph: துணை அமைப்பாளர் : வேம்பாசர்த், 7, கச்சனம் சாலை, கீழ்வேளூர், நாகப்பட்டினம்.: [269, 867, 483, 893]
- booth-organizer: க.தியாகராஜன், 20–பி, கே.கே.நகர், கீழ்வேளூர், நாகப்பட்டினம்.: [559, 634, 709, 660]
- organizer-paragraph: துணை அமைப்பாளர்கள் : (1) பா.தருண், கீழத்தெரு, பாங்கல், ஹாமங்கலம், திருக்குவளை. (2) பா.ரெத்தினவேல், 2/26, முள்ளுகுடி தெரு, பாங்கல், ஹாமங்கலம், திருக்குவளை.: [269, 315, 483, 369]
- organizer-paragraph: துணை அமைப்பாளர்கள் : (1) ர.கிஷோர், 1,147, நடுத்தெரு, உத்திரங்குடி, பாங்கல். (2) செ.அழகேசன், 1,108, கீழத்தெரு, உத்திரங்குடி, பாங்கல்.: [269, 191, 483, 246]
- separator: :: [773, 1499, 777, 1511]
- booth-entry: [269, 421, 483, 464]
- section-heading: கச்ச நகரம் கிளை: [108, 980, 190, 993]
- booth-number: பாகம் –78: [721, 1727, 766, 1739]
- organizer-paragraph: துணை அமைப்பாளர்கள் : (1) பி.விக்னேஷ், 14, தெற்கு நெம்மேலி, கீழ்வேளூர், நாகப்பட்டினம். (2) ஜெ.செல்வா, 23–பி, ஜீவா நகர், கீழ்வேளூர், நாகப்பட்டினம்.: [495, 512, 709, 567]
- section-heading: 2–வது வார்டு: [569, 1025, 635, 1038]
- booth-number: பாகம் –73: [721, 1499, 766, 1511]
- section-heading: 10–வது வார்டு: [339, 1489, 413, 1502]
- separator: :: [94, 1105, 98, 1117]
- section-heading: 8–வது வார்டு: [343, 1270, 409, 1283]
- separator: :: [773, 1682, 777, 1694]
- organizer-paragraph: அமைப்பாளர் : இரா.கோகுல், 37/ஏ, வௌவால் ஓடச்சேரி, கீழ்வேளூர்.: [269, 507, 483, 533]
- booth-number: பாகம் 21: [495, 634, 535, 646]
- column-rule: [938, 70, 939, 1480]
- booth-entry: [42, 1664, 256, 1707]
- booth-organizer: அ.வேல்முருகன், 3/79, கீரம்பேர், திருக் குவளை, நாகப்பட்டினம்.: [106, 631, 249, 657]
- booth-number: பாகம் 26: [495, 819, 535, 831]
- booth-organizer: கி.பிரகாசம், 1/35, மேலத்தெரு, கச்சநகரம், திருக்குவளை, நாகப்பட்டினம்.: [106, 1151, 239, 1191]
- booth-organizer: சிபிரசாந், 122, ஆரியநாட்டுத் தெரு வடக்கு, வேளாங்கண்ணி, நாகப்பட்டினம்.: [785, 1727, 935, 1768]
- organizer-paragraph: அமைப்பாளர் : எஸ்.குணாளன், 28–ஏ, மேலத்தெரு, மணலிமேடு, கீழ்வேளூர், நாகப்பட்டினம்.: [269, 916, 483, 957]
- region-banner: கச்சநகரம் ஊராட்சி: [90, 741, 208, 757]
- organizer-paragraph: அமைப்பாளர் : ஆர்.முருகவேல் சித்தாம்பூர், திருக்குவளை, நாகப்பட்டினம்.: [42, 262, 256, 288]
